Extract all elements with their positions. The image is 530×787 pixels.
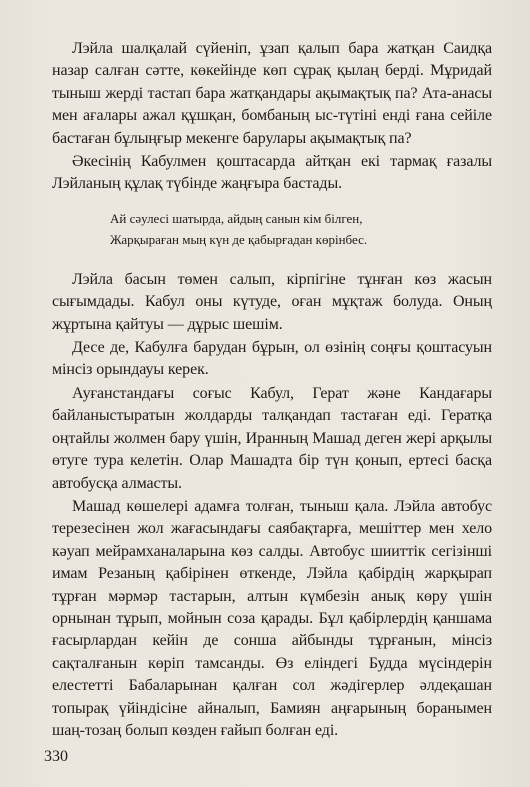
verse-line: Ай сәулесі шатырда, айдың санын кім білген, [110,210,363,226]
paragraph: Машад көшелері адамға толған, тыныш қала. Лэйла автобус терезесінен жол жағасындағы саябақтарға, мешіттер мен хело кәуап мейрамханаларына көз салды. Автобус шииттік сегізінші имам Резаның қабірінен өткенде, Лэйла қабірдің жарқырап тұрған мәрмәр тастарын, алтын күмбезін анық көру үшін орнынан тұрып, мойнын соза қарады. Бұл қабірлердің қаншама ғасырлардан кейін де сонша айбынды тұрғанын, мінсіз сақталғанын көріп тамсанды. Өз еліндегі Будда мүсіндерін елестетті Бабаларынан қалған сол жәдігерлер әлдеқашан топырақ үйіндісіне айналып, Бамиян аңғарының боранымен шаң-тозаң болып көзден ғайып болған еді. [52,497,492,739]
paragraph: Лэйла шалқалай сүйеніп, ұзап қалып бара жатқан Саидқа назар салған сәтте, көкейінде көп сұрақ қылаң берді. Мұридай тыныш жерді тастап бара жатқандары ақымақтық па? Ата-анасы мен ағалары ажал құшқан, бомбаның ыс-түтіні енді ғана сейіле бастаған бұлыңғыр мекенге барулары ақымақтық па? [52,40,492,147]
paragraph: Лэйла басын төмен салып, кірпігіне тұнған көз жасын сығымдады. Кабул оны күтуде, оған мұқтаж болуда. Оның жұртына қайтуы — дұрыс шешім. [52,270,492,333]
paragraph: Әкесінің Кабулмен қоштасарда айтқан екі тармақ ғазалы Лэйланың құлақ түбінде жаңғыра бастады. [52,153,492,193]
page-number: 330 [44,748,68,765]
verse-block [110,208,492,250]
paragraph: Ауғанстандағы соғыс Кабул, Герат және Кандағары байланыстыратын жолдарды талқандап тастаған еді. Гератқа оңтайлы жолмен бару үшін, Иранның Машад деген жері арқылы өтуге тура келетін. Олар Машадта бір түн қонып, ертесі басқа автобусқа алмасты. [52,384,492,492]
verse-line: Жарқыраған мың күн де қабырғадан көрінбес. [110,231,368,247]
paragraph: Десе де, Кабулға барудан бұрын, ол өзінің соңғы қоштасуын мінсіз орындауы керек. [52,339,492,379]
